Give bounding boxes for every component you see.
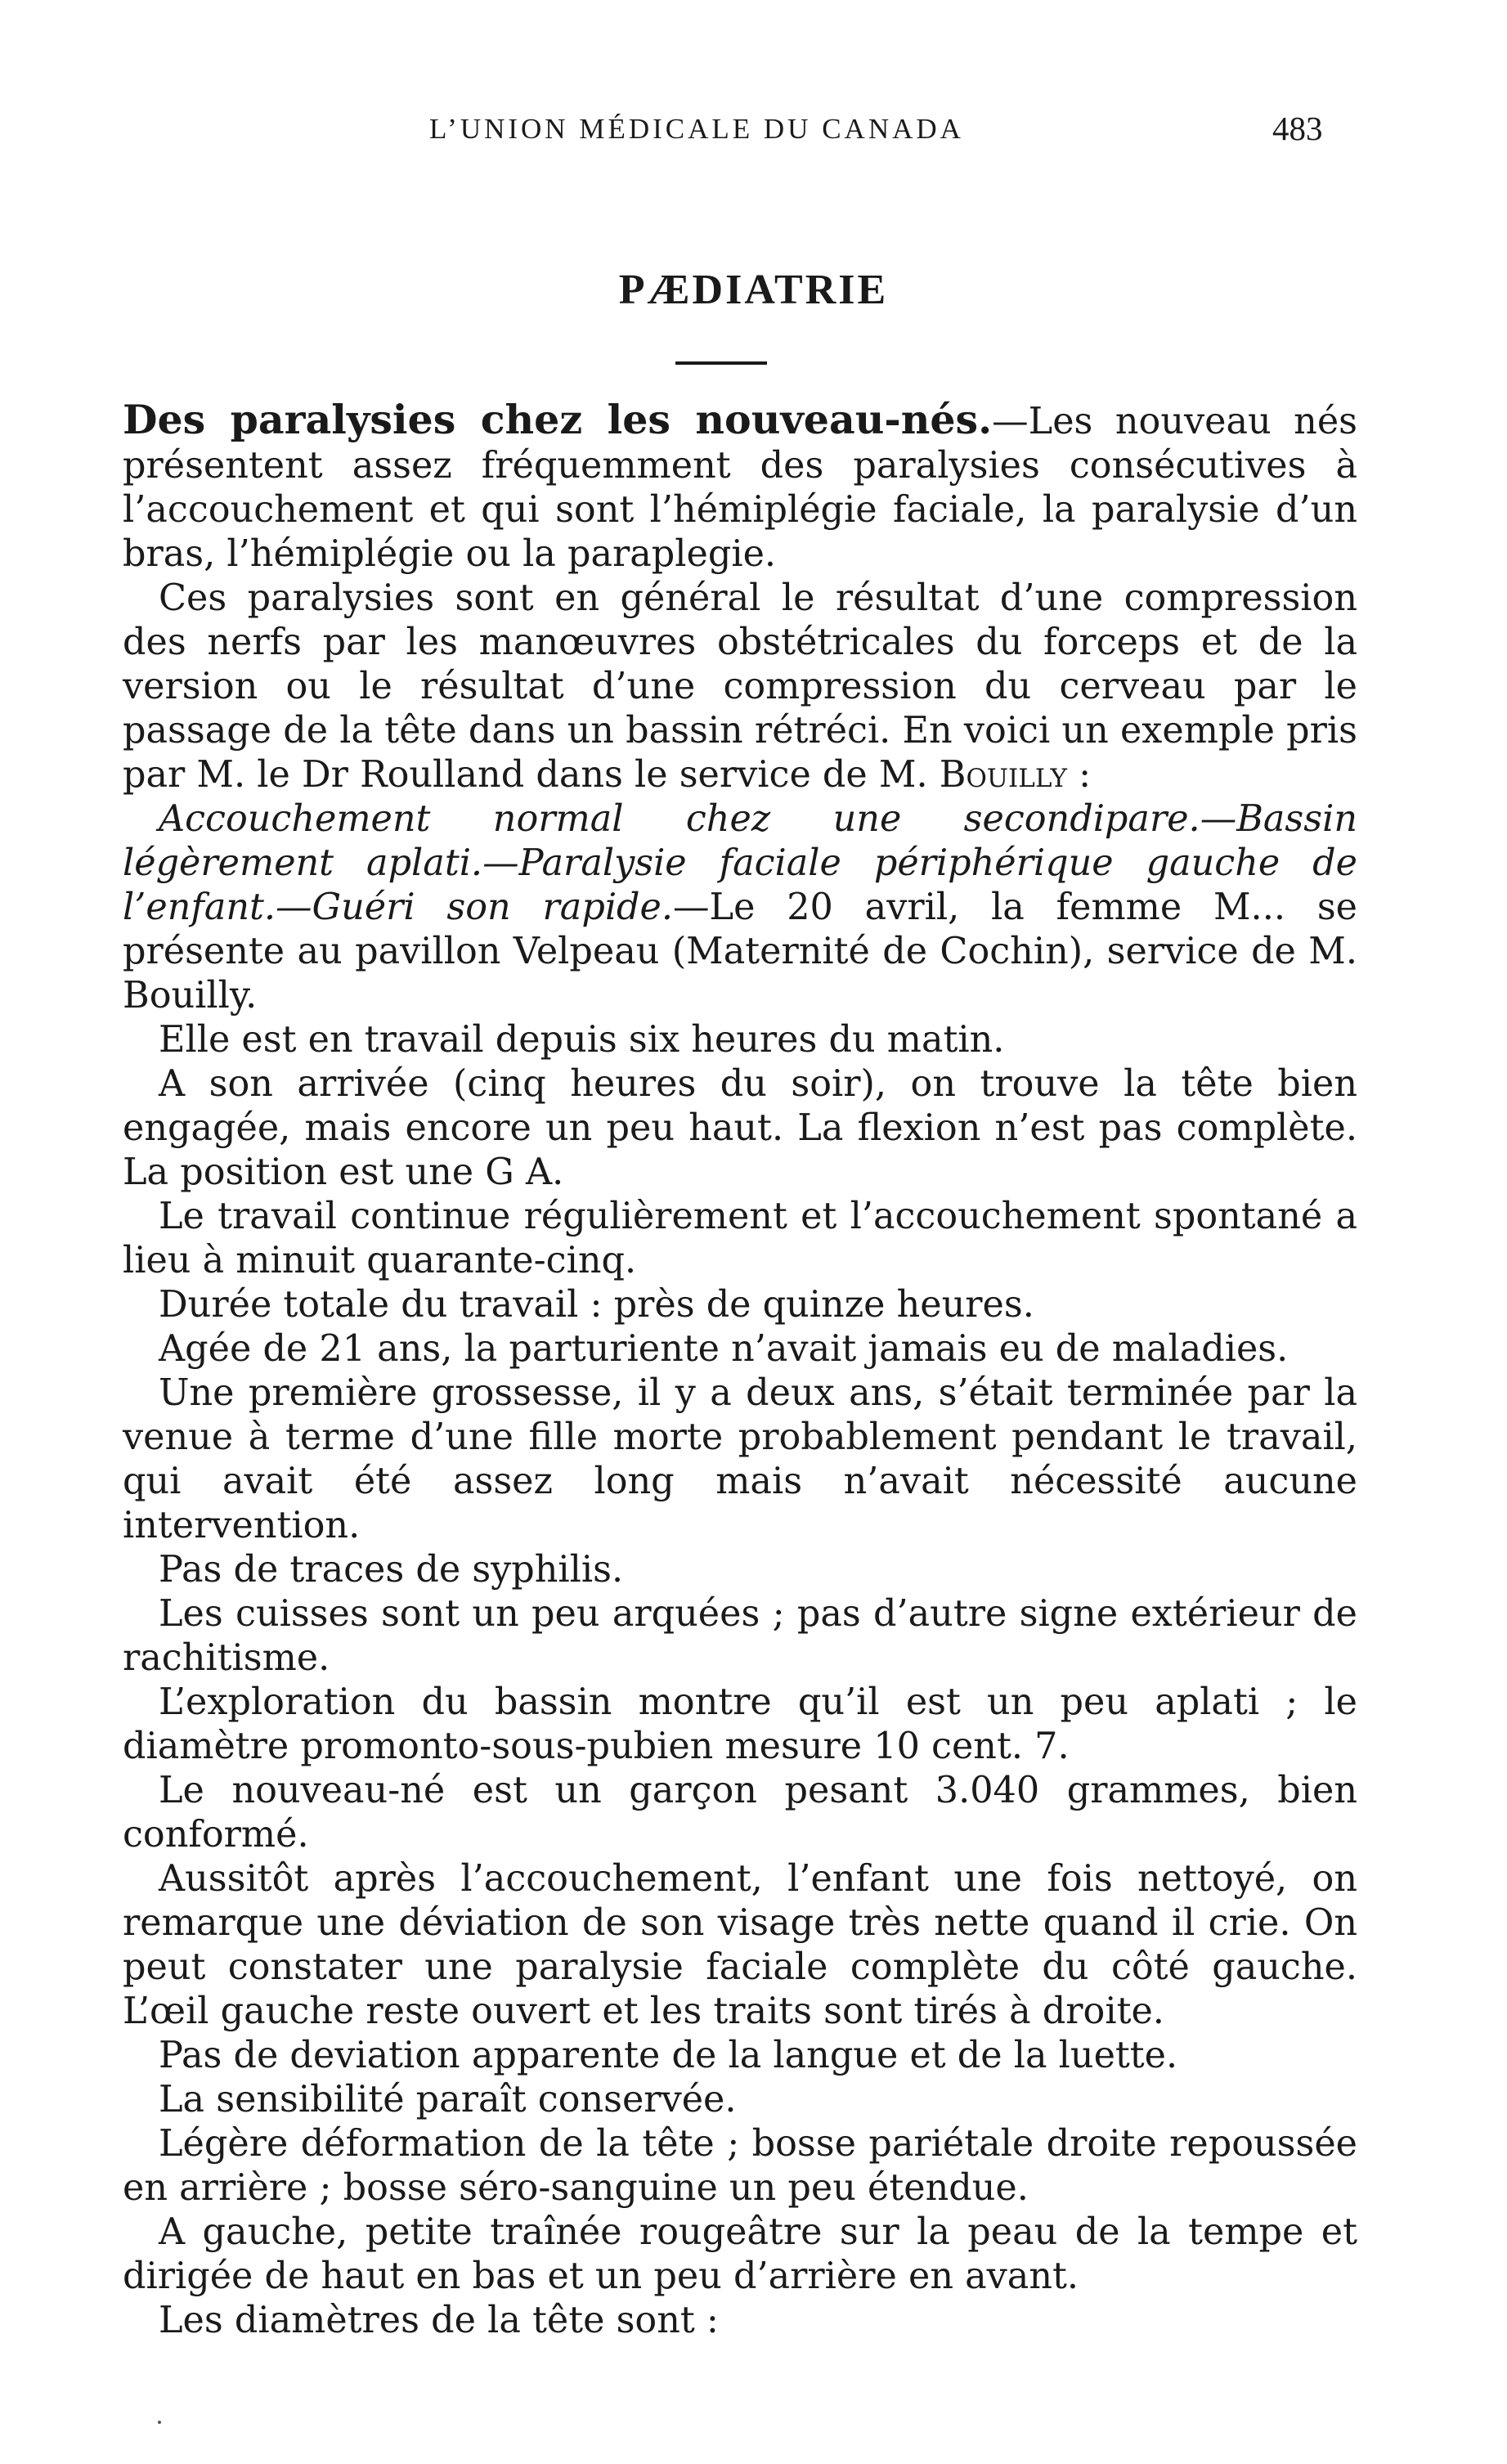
paper-speck [158,2421,161,2424]
paragraph: Une première grossesse, il y a deux ans, s’était terminée par la venue à terme d’une fille morte probablement pendant le travail, qui avait été assez long mais n’avait nécessité aucune intervention. [123,1372,1357,1546]
paragraph: Légère déformation de la tête ; bosse pariétale droite repoussée en arrière ; bosse séro-sanguine un peu étendue. [123,2123,1357,2209]
paragraph: Durée totale du travail : près de quinze heures. [159,1284,1034,1326]
paragraph: Agée de 21 ans, la parturiente n’avait jamais eu de maladies. [159,1328,1289,1370]
title-rule [675,361,767,365]
paragraph: Pas de traces de syphilis. [159,1549,624,1591]
surgeon-name: Bouilly [939,754,1067,796]
paragraph-2-end: : [1066,754,1092,796]
paragraph: Les cuisses sont un peu arquées ; pas d’autre signe extérieur de rachitisme. [123,1593,1357,1679]
page-number: 483 [1272,110,1323,147]
paragraph: Pas de deviation apparente de la langue et de la luette. [159,2035,1178,2076]
paragraph: La sensibilité paraît conservée. [159,2079,737,2121]
case-text: —Le 20 avril, la femme M... se présente au pavillon Velpeau (Maternité de Cochin), service de M. Bouilly. [123,886,1357,1017]
paragraph: Aussitôt après l’accouchement, l’enfant une fois nettoyé, on remarque une déviation de son visage très nette quand il crie. On peut constater une paralysie faciale complète du côté gauche. L’œil gauche reste ouvert et les traits sont tirés à droite. [123,1858,1357,2032]
lead-text: —Les nouveau nés présentent assez fréquemment des paralysies consécutives à l’accouchement et qui sont l’hémiplégie faciale, la paralysie d’un bras, l’hémiplégie ou la paraplegie. [123,401,1357,575]
article-body [123,397,1357,2343]
section-title: PÆDIATRIE [618,267,889,313]
paragraph: L’exploration du bassin montre qu’il est un peu aplati ; le diamètre promonto-sous-pubien mesure 10 cent. 7. [123,1681,1357,1767]
article-title: Des paralysies chez les nouveau-nés. [123,396,993,443]
running-head: L’UNION MÉDICALE DU CANADA [429,113,964,145]
paragraph-2-text: Ces paralysies sont en général le résultat d’une compression des nerfs par les manœuvres obstétricales du forceps et de la version ou le résultat d’une compression du cerveau par le passage de la tête dans un bassin rétréci. En voici un exemple pris par M. le Dr Roulland dans le service de M. [123,577,1357,796]
paragraph: A gauche, petite traînée rougeâtre sur la peau de la tempe et dirigée de haut en bas et un peu d’arrière en avant. [123,2211,1357,2297]
case-heading: Accouchement normal chez une secondipare.—Bassin légèrement aplati.—Paralysie faciale périphérique gauche de l’enfant.—Guéri son rapide. [123,798,1357,928]
paragraph: Le nouveau-né est un garçon pesant 3.040 grammes, bien conformé. [123,1770,1357,1856]
paragraph: A son arrivée (cinq heures du soir), on trouve la tête bien engagée, mais encore un peu haut. La flexion n’est pas complète. La position est une G A. [123,1063,1357,1193]
paragraph-2 [123,577,1357,797]
paragraph: Elle est en travail depuis six heures du matin. [159,1019,1005,1061]
paragraph: Le travail continue régulièrement et l’accouchement spontané a lieu à minuit quarante-cinq. [123,1196,1357,1281]
case-paragraph [123,797,1357,1018]
lead-paragraph [123,397,1357,577]
paragraph: Les diamètres de la tête sont : [159,2300,719,2341]
